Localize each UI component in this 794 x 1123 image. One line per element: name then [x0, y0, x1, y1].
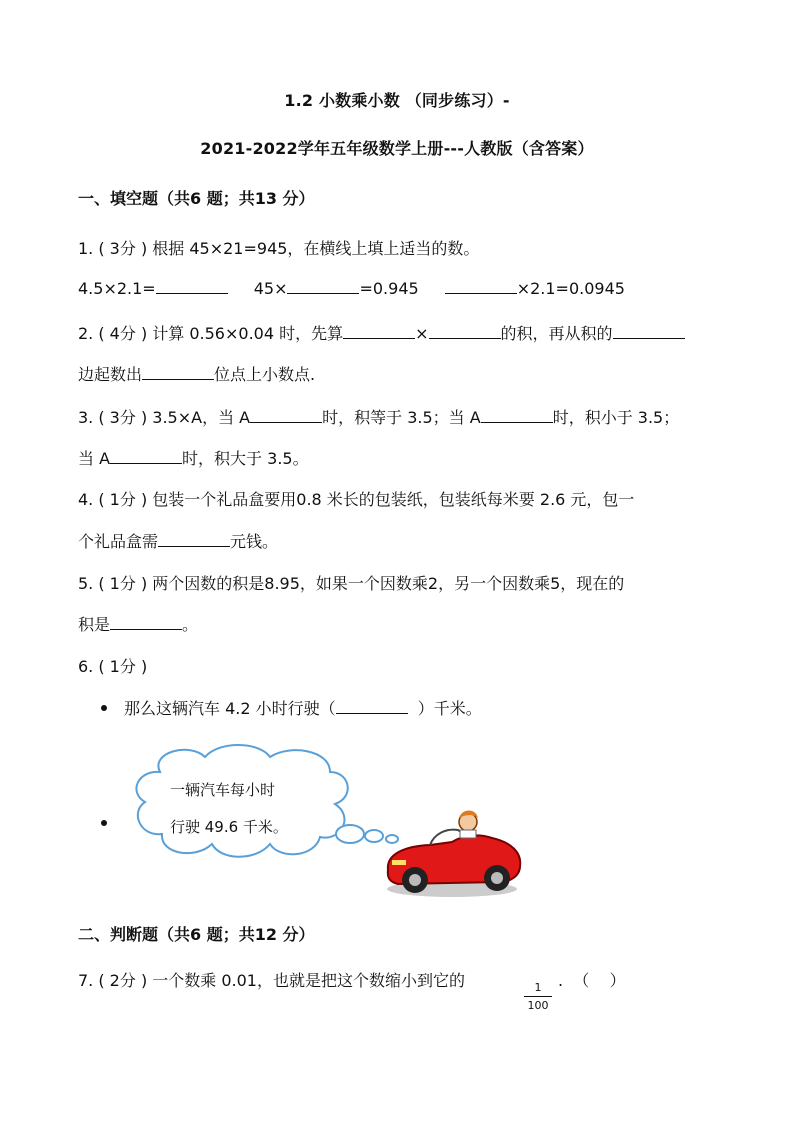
- q5-text-b: 。: [182, 615, 199, 634]
- question-4-line2: [78, 529, 278, 552]
- question-5-line1: 5. ( 1分 ) 两个因数的积是8.95，如果一个因数乘2，另一个因数乘5，现在的: [78, 574, 625, 593]
- q1-eq-c-tail: ×2.1=0.0945: [516, 279, 625, 298]
- q2-text-b: ×: [415, 324, 429, 343]
- answer-blank[interactable]: [445, 279, 517, 294]
- answer-blank[interactable]: [142, 365, 214, 380]
- question-2-line2: [78, 362, 315, 385]
- fraction-numerator: 1: [524, 981, 552, 997]
- answer-blank[interactable]: [250, 408, 322, 423]
- question-1-text: 1. ( 3分 ) 根据 45×21=945，在横线上填上适当的数。: [78, 239, 480, 258]
- q6-text-b: ）千米。: [407, 699, 482, 718]
- q2-text-e: 位点上小数点.: [214, 365, 316, 384]
- answer-blank[interactable]: [158, 532, 230, 547]
- question-4-line1: 4. ( 1分 ) 包装一个礼品盒要用0.8 米长的包装纸，包装纸每米要 2.6 元，包一: [78, 490, 635, 509]
- thought-cloud-icon: [136, 745, 398, 857]
- question-6-bullet1: [124, 696, 482, 719]
- q4-text-b: 元钱。: [230, 532, 279, 551]
- fraction-one-hundredth: [524, 981, 552, 1012]
- q6-text-a: 那么这辆汽车 4.2 小时行驶（: [124, 699, 336, 718]
- cloud-text-line1: 一辆汽车每小时: [170, 781, 276, 799]
- q2-text-a: 2. ( 4分 ) 计算 0.56×0.04 时，先算: [78, 324, 344, 343]
- answer-blank[interactable]: [613, 324, 685, 339]
- q3-text-a: 3. ( 3分 ) 3.5×A，当 A: [78, 408, 251, 427]
- q3-text-d: 当 A: [78, 449, 111, 468]
- fraction-denominator: 100: [527, 999, 549, 1012]
- question-3-line2: [78, 446, 309, 469]
- answer-blank[interactable]: [481, 408, 553, 423]
- q4-text-a: 个礼品盒需: [78, 532, 159, 551]
- q3-text-c: 时，积小于 3.5；: [552, 408, 680, 427]
- answer-blank[interactable]: [343, 324, 415, 339]
- q3-text-b: 时，积等于 3.5；当 A: [322, 408, 481, 427]
- section-fill-in-blank-heading: 一、填空题（共6 题；共13 分）: [78, 189, 315, 208]
- bullet-point: [101, 820, 107, 826]
- cloud-text-line2: 行驶 49.6 千米。: [170, 818, 288, 836]
- answer-blank[interactable]: [156, 279, 228, 294]
- worksheet-title-line2: 2021-2022学年五年级数学上册---人教版（含答案）: [200, 139, 594, 158]
- q1-eq-b: 45×: [253, 279, 288, 298]
- question-5-line2: [78, 612, 198, 635]
- question-6-text: 6. ( 1分 ): [78, 657, 148, 676]
- bullet-point: [101, 705, 107, 711]
- question-7-text: 7. ( 2分 ) 一个数乘 0.01，也就是把这个数缩小到它的: [78, 971, 465, 990]
- q1-eq-b-tail: =0.945: [359, 279, 419, 298]
- q3-text-e: 时，积大于 3.5。: [182, 449, 309, 468]
- question-2-line1: [78, 321, 685, 344]
- section-true-false-heading: 二、判断题（共6 题；共12 分）: [78, 925, 315, 944]
- answer-blank[interactable]: [110, 615, 182, 630]
- q1-eq-a: 4.5×2.1=: [78, 279, 156, 298]
- q2-text-c: 的积，再从积的: [500, 324, 613, 343]
- answer-blank[interactable]: [287, 279, 359, 294]
- answer-blank[interactable]: [429, 324, 501, 339]
- question-7-answer-parens[interactable]: . （ ）: [558, 971, 626, 990]
- answer-blank[interactable]: [336, 699, 408, 714]
- answer-blank[interactable]: [110, 449, 182, 464]
- worksheet-title-line1: 1.2 小数乘小数 （同步练习）-: [284, 91, 510, 110]
- red-car-icon: [387, 811, 520, 898]
- q2-text-d: 边起数出: [78, 365, 143, 384]
- question-3-line1: [78, 405, 679, 428]
- question-1-equations: [78, 279, 625, 298]
- q5-text-a: 积是: [78, 615, 111, 634]
